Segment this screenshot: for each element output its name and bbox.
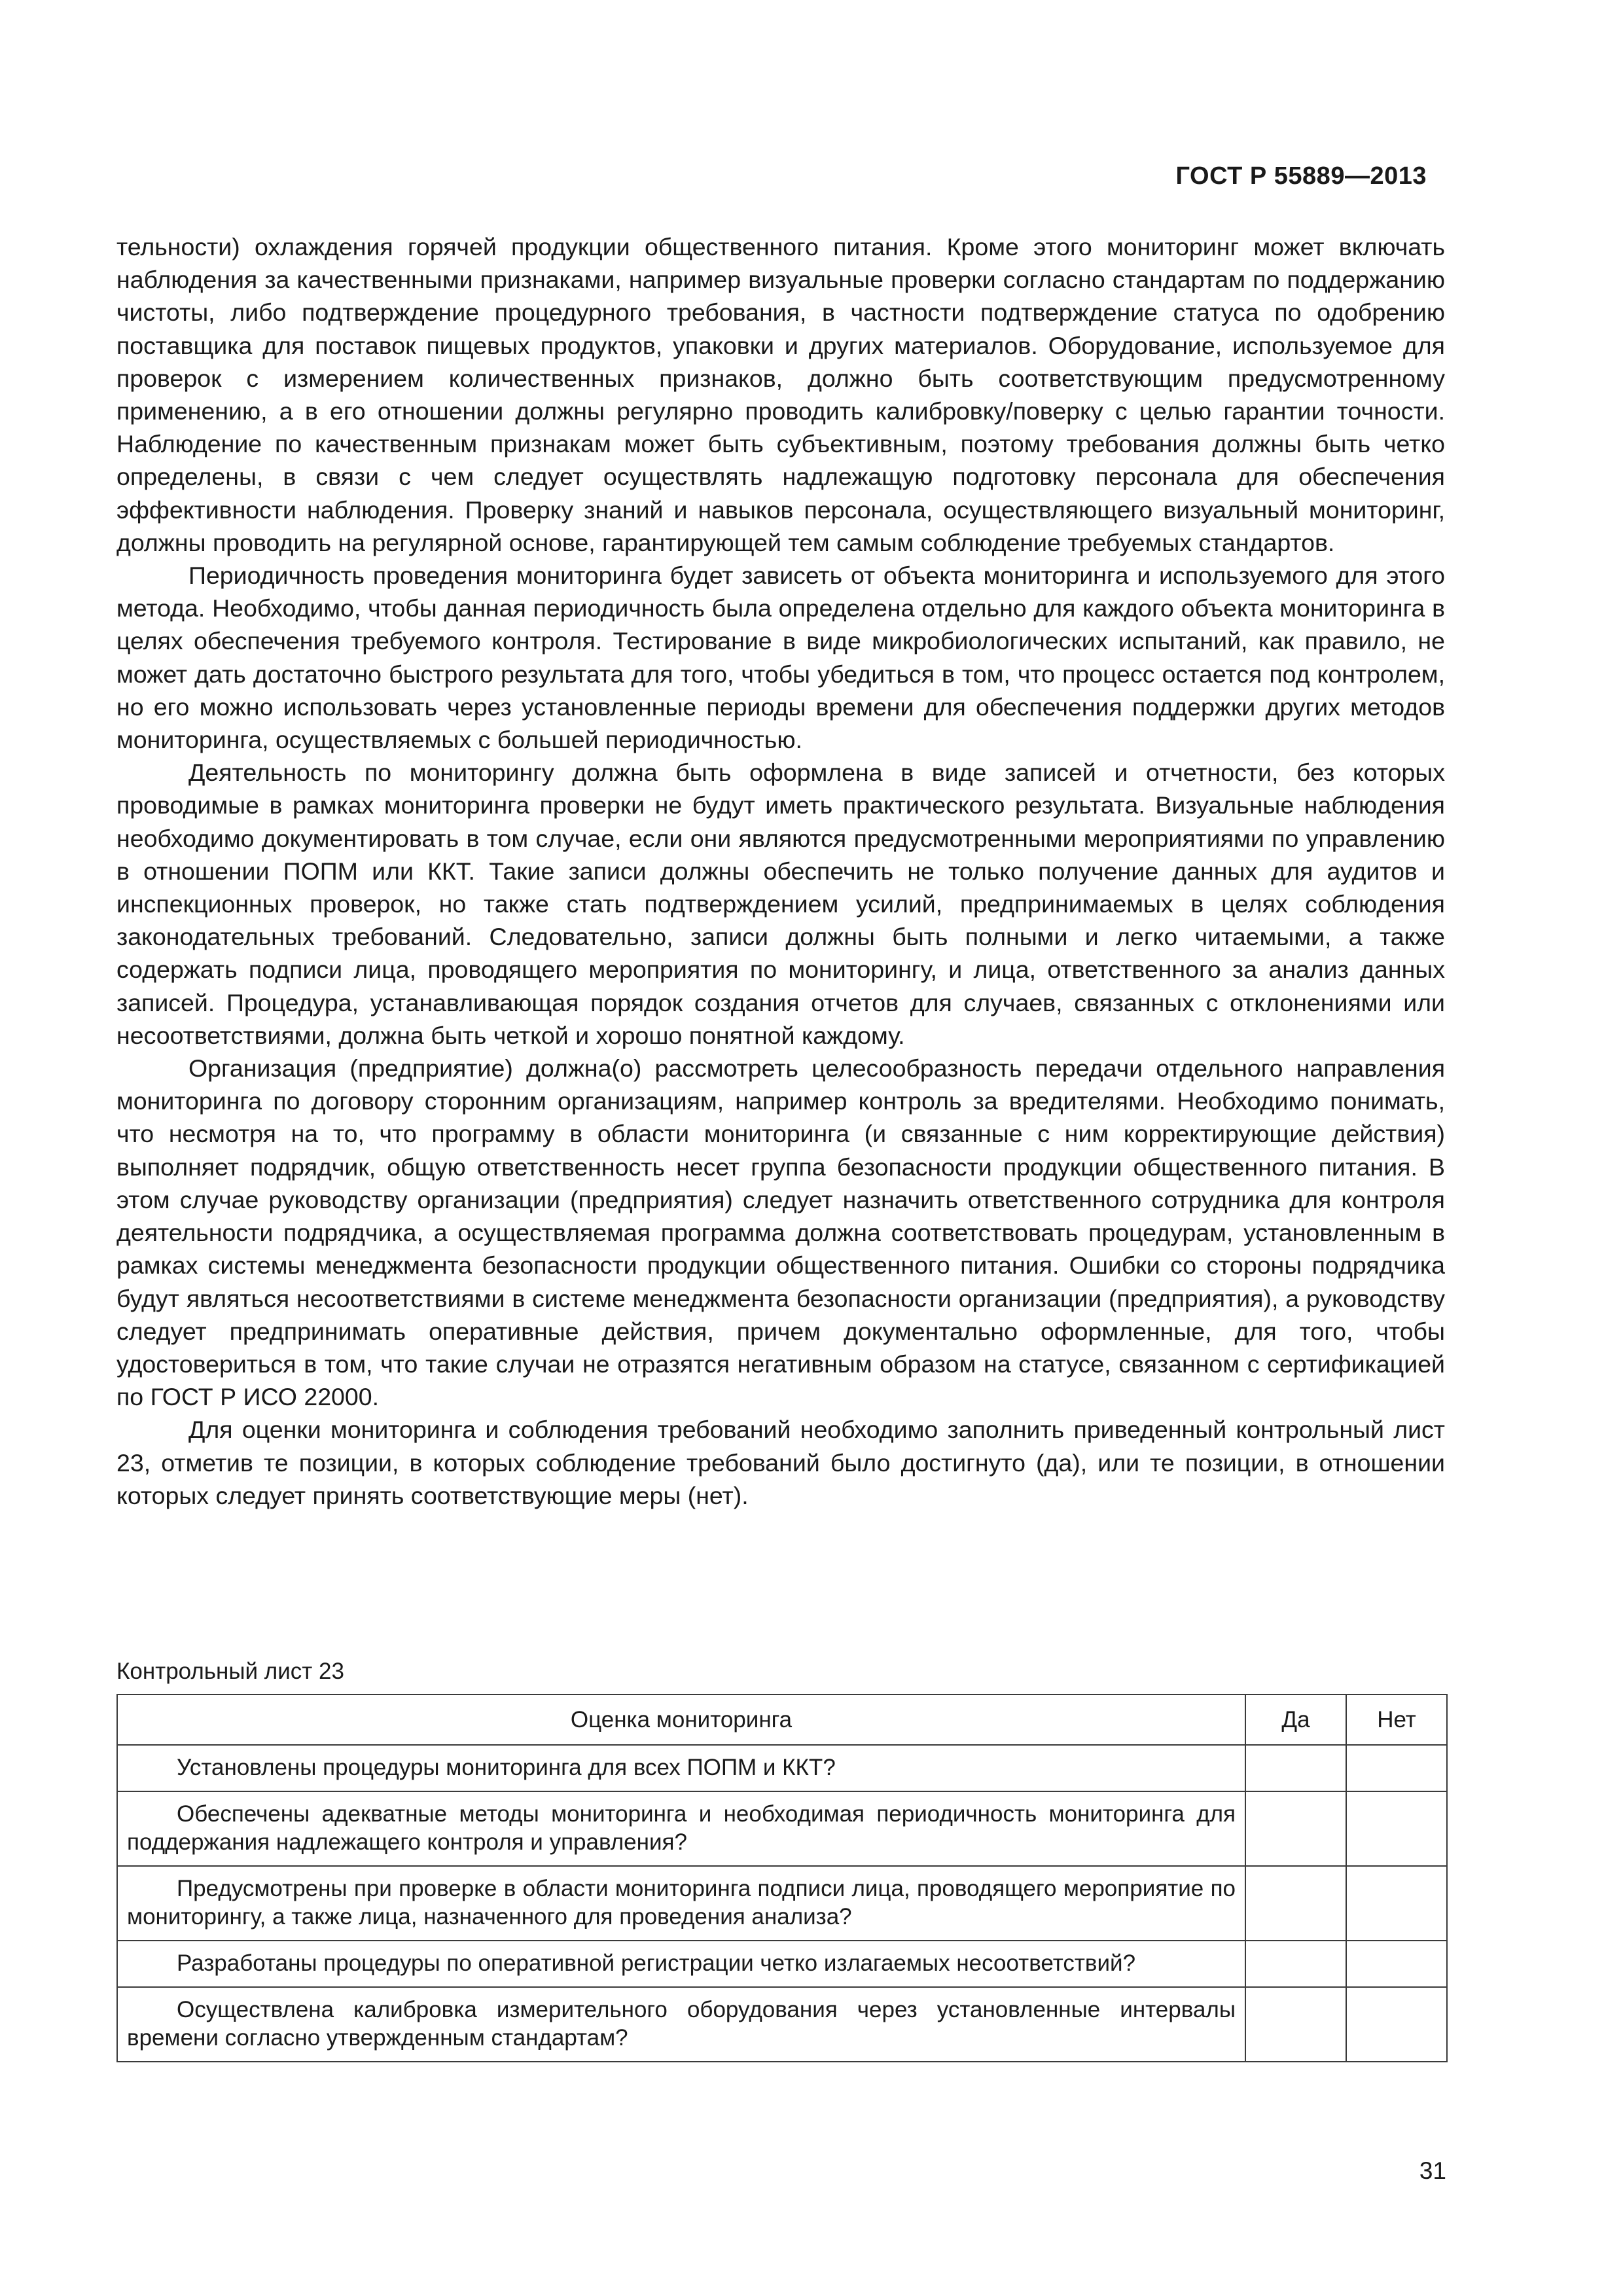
paragraph-checklist-instruction: Для оценки мониторинга и соблюдения требований необходимо заполнить приведенный контрольный лист 23, отметив те позиции, в которых соблюдение требований было достигнуто (да), или те позиции, в отношении которых следует принять соответствующие меры (нет). <box>116 1416 1445 1509</box>
paragraph-monitoring-frequency: Периодичность проведения мониторинга будет зависеть от объекта мониторинга и используемого для этого метода. Необходимо, чтобы данная периодичность была определена отдельно для каждого объекта мониторинга в целях обеспечения требуемого контроля. Тестирование в виде микробиологических испытаний, как правило, не может дать достаточно быстрого результата для того, чтобы убедиться в том, что процесс остается под контролем, но его можно использовать через установленные периоды времени для обеспечения поддержки других методов мониторинга, осуществляемых с большей периодичностью. <box>116 562 1445 754</box>
checklist-question: Установлены процедуры мониторинга для всех ПОПМ и ККТ? <box>117 1745 1245 1791</box>
paragraph-outsourced-monitoring: Организация (предприятие) должна(о) рассмотреть целесообразность передачи отдельного направления мониторинга по договору сторонним организациям, например контроль за вредителями. Необходимо понимать, что несмотря на то, что программу в области мониторинга (и связанные с ним корректирующие действия) выполняет подрядчик, общую ответственность несет группа безопасности продукции общественного питания. В этом случае руководству организации (предприятия) следует назначить ответственного сотрудника для контроля деятельности подрядчика, а осуществляемая программа должна соответствовать процедурам, установленным в рамках системы менеджмента безопасности продукции общественного питания. Ошибки со стороны подрядчика будут являться несоответствиями в системе менеджмента безопасности организации (предприятия), а руководству следует предпринимать оперативные действия, причем документально оформленные, для того, чтобы удостовериться в том, что такие случаи не отразятся негативным образом на статусе, связанном с сертификацией по ГОСТ Р ИСО 22000. <box>116 1054 1445 1411</box>
no-cell[interactable] <box>1346 1791 1447 1866</box>
no-cell[interactable] <box>1346 1987 1447 2062</box>
checklist-question: Осуществлена калибровка измерительного оборудования через установленные интервалы времени согласно утвержденным стандартам? <box>117 1987 1245 2062</box>
table-row <box>117 1745 1447 1791</box>
no-cell[interactable] <box>1346 1866 1447 1941</box>
yes-cell[interactable] <box>1245 1987 1346 2062</box>
table-row <box>117 1987 1447 2062</box>
paragraph-monitoring-qualitative: тельности) охлаждения горячей продукции общественного питания. Кроме этого мониторинг может включать наблюдения за качественными признаками, например визуальные проверки согласно стандартам по поддержанию чистоты, либо подтверждение процедурного требования, в частности подтверждение статуса по одобрению поставщика для поставок пищевых продуктов, упаковки и других материалов. Оборудование, используемое для проверок с измерением количественных признаков, должно быть соответствующим предусмотренному применению, а в его отношении должны регулярно проводить калибровку/поверку с целью гарантии точности. Наблюдение по качественным признакам может быть субъективным, поэтому требования должны быть четко определены, в связи с чем следует осуществлять надлежащую подготовку персонала для обеспечения эффективности наблюдения. Проверку знаний и навыков персонала, осуществляющего визуальный мониторинг, должны проводить на регулярной основе, гарантирующей тем самым соблюдение требуемых стандартов. <box>116 233 1445 556</box>
yes-cell[interactable] <box>1245 1745 1346 1791</box>
document-code: ГОСТ Р 55889—2013 <box>1175 162 1427 190</box>
page-number: 31 <box>1419 2157 1446 2184</box>
table-row <box>117 1866 1447 1941</box>
checklist-table <box>116 1694 1448 2062</box>
checklist-header-row <box>117 1695 1447 1745</box>
paragraph-monitoring-records: Деятельность по мониторингу должна быть оформлена в виде записей и отчетности, без которых проводимые в рамках мониторинга проверки не будут иметь практического результата. Визуальные наблюдения необходимо документировать в том случае, если они являются предусмотренными мероприятиями по управлению в отношении ПОПМ или ККТ. Такие записи должны обеспечить не только получение данных для аудитов и инспекционных проверок, но также стать подтверждением усилий, предпринимаемых в целях соблюдения законодательных требований. Следовательно, записи должны быть полными и легко читаемыми, а также содержать подписи лица, проводящего мероприятия по мониторингу, и лица, ответственного за анализ данных записей. Процедура, устанавливающая порядок создания отчетов для случаев, связанных с отклонениями или несоответствиями, должна быть четкой и хорошо понятной каждому. <box>116 759 1445 1049</box>
checklist-question: Предусмотрены при проверке в области мониторинга подписи лица, проводящего мероприятие по мониторингу, а также лица, назначенного для проведения анализа? <box>117 1866 1245 1941</box>
yes-cell[interactable] <box>1245 1941 1346 1987</box>
yes-cell[interactable] <box>1245 1791 1346 1866</box>
table-row <box>117 1791 1447 1866</box>
table-row <box>117 1941 1447 1987</box>
checklist-caption: Контрольный лист 23 <box>116 1659 344 1684</box>
column-header-no: Нет <box>1346 1695 1447 1745</box>
body-text <box>116 230 1445 1512</box>
column-header-criterion: Оценка мониторинга <box>117 1695 1245 1745</box>
yes-cell[interactable] <box>1245 1866 1346 1941</box>
checklist-question: Обеспечены адекватные методы мониторинга и необходимая периодичность мониторинга для поддержания надлежащего контроля и управления? <box>117 1791 1245 1866</box>
checklist-question: Разработаны процедуры по оперативной регистрации четко излагаемых несоответствий? <box>117 1941 1245 1987</box>
no-cell[interactable] <box>1346 1745 1447 1791</box>
no-cell[interactable] <box>1346 1941 1447 1987</box>
column-header-yes: Да <box>1245 1695 1346 1745</box>
